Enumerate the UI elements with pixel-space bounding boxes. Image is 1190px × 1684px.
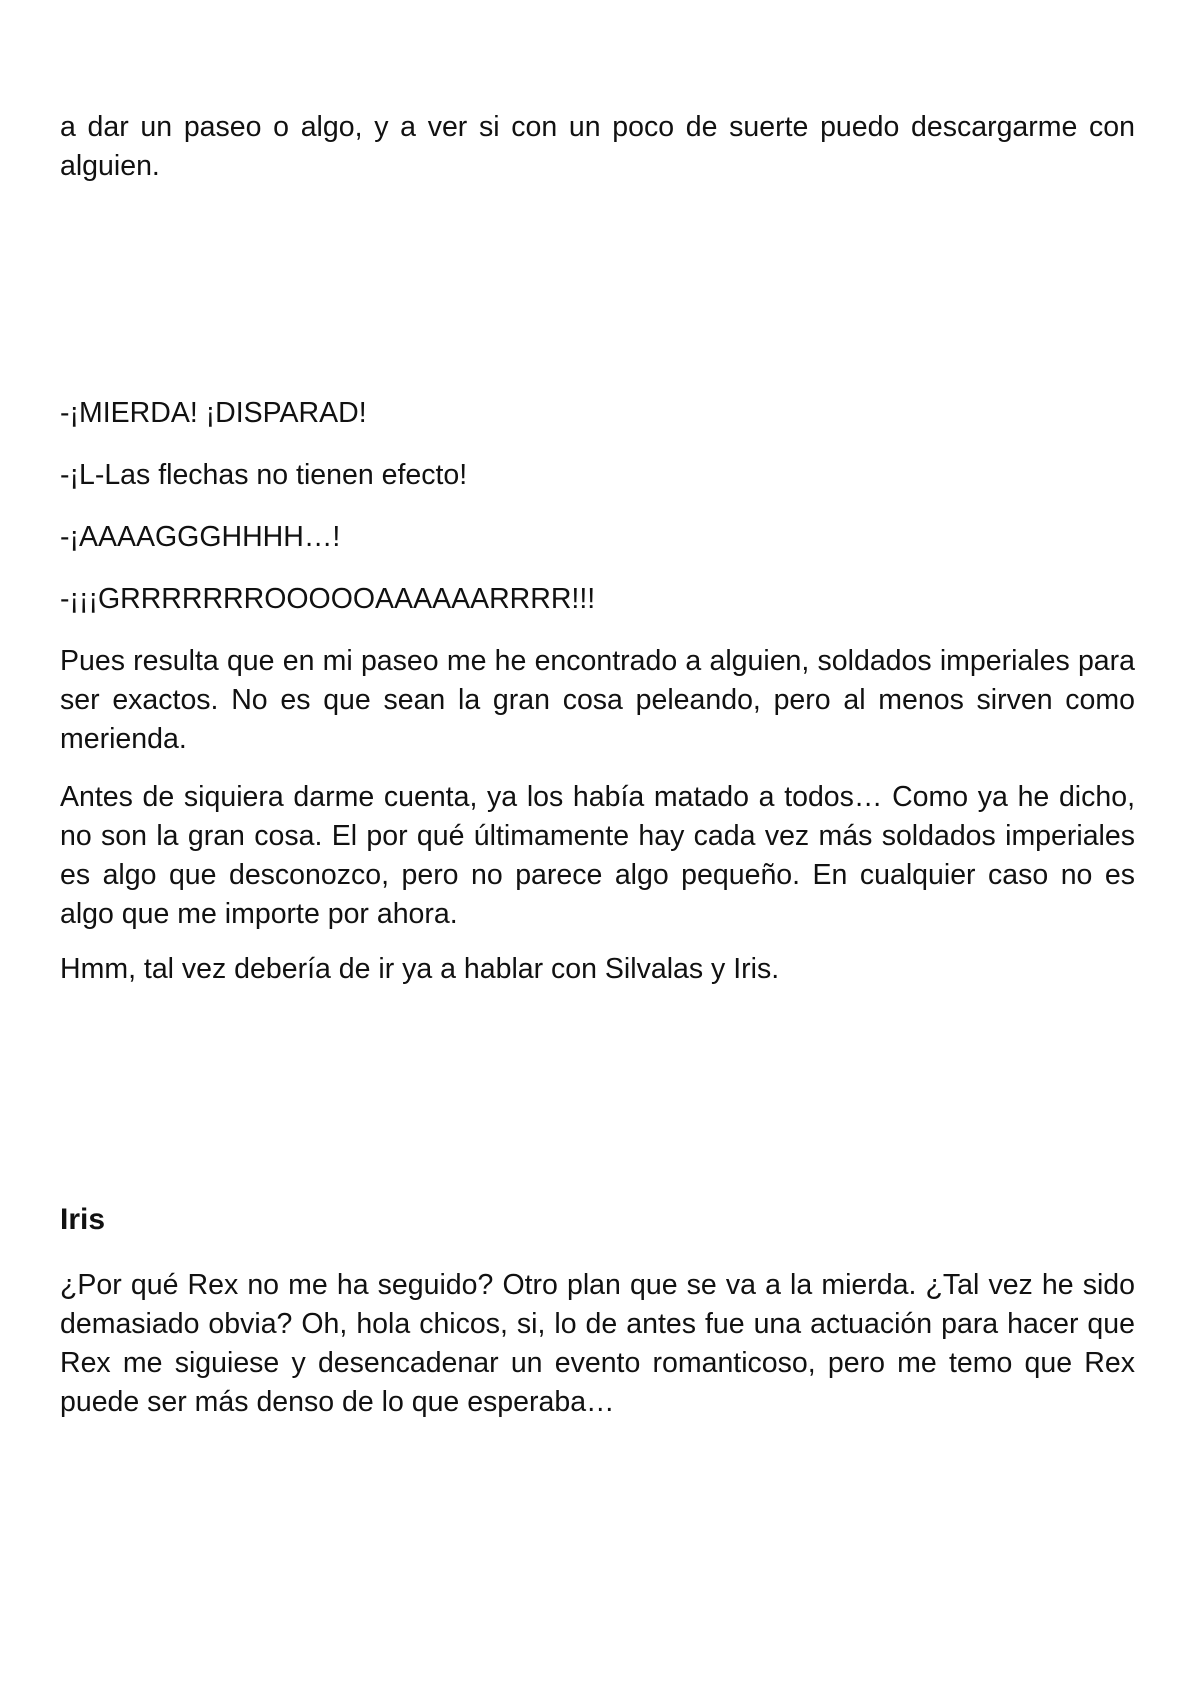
dialogue-line-scream: -¡AAAAGGGHHHH…! bbox=[60, 521, 341, 553]
section-heading-iris: Iris bbox=[60, 1203, 106, 1236]
paragraph-paseo: Pues resulta que en mi paseo me he encontrado a alguien, soldados imperiales para ser exactos. No es que sean la gran cosa peleando, pero al menos sirven como merienda. bbox=[60, 645, 1135, 755]
paragraph-antes: Antes de siquiera darme cuenta, ya los había matado a todos… Como ya he dicho, no son la gran cosa. El por qué últimamente hay cada vez más soldados imperiales es algo que desconozco, pero no parece algo pequeño. En cualquier caso no es algo que me importe por ahora. bbox=[60, 781, 1135, 930]
dialogue-line-mierda: -¡MIERDA! ¡DISPARAD! bbox=[60, 397, 367, 429]
dialogue-line-roar: -¡¡¡GRRRRRRROOOOOAAAAAARRRR!!! bbox=[60, 583, 596, 615]
dialogue-line-flechas: -¡L-Las flechas no tienen efecto! bbox=[60, 459, 468, 491]
paragraph-continuation: a dar un paseo o algo, y a ver si con un poco de suerte puedo descargarme con alguien. bbox=[60, 111, 1135, 182]
paragraph-hmm: Hmm, tal vez debería de ir ya a hablar con Silvalas y Iris. bbox=[60, 953, 780, 985]
paragraph-iris: ¿Por qué Rex no me ha seguido? Otro plan que se va a la mierda. ¿Tal vez he sido demasiado obvia? Oh, hola chicos, si, lo de antes fue una actuación para hacer que Rex me siguiese y desencadenar un evento romanticoso, pero me temo que Rex puede ser más denso de lo que esperaba… bbox=[60, 1269, 1135, 1418]
